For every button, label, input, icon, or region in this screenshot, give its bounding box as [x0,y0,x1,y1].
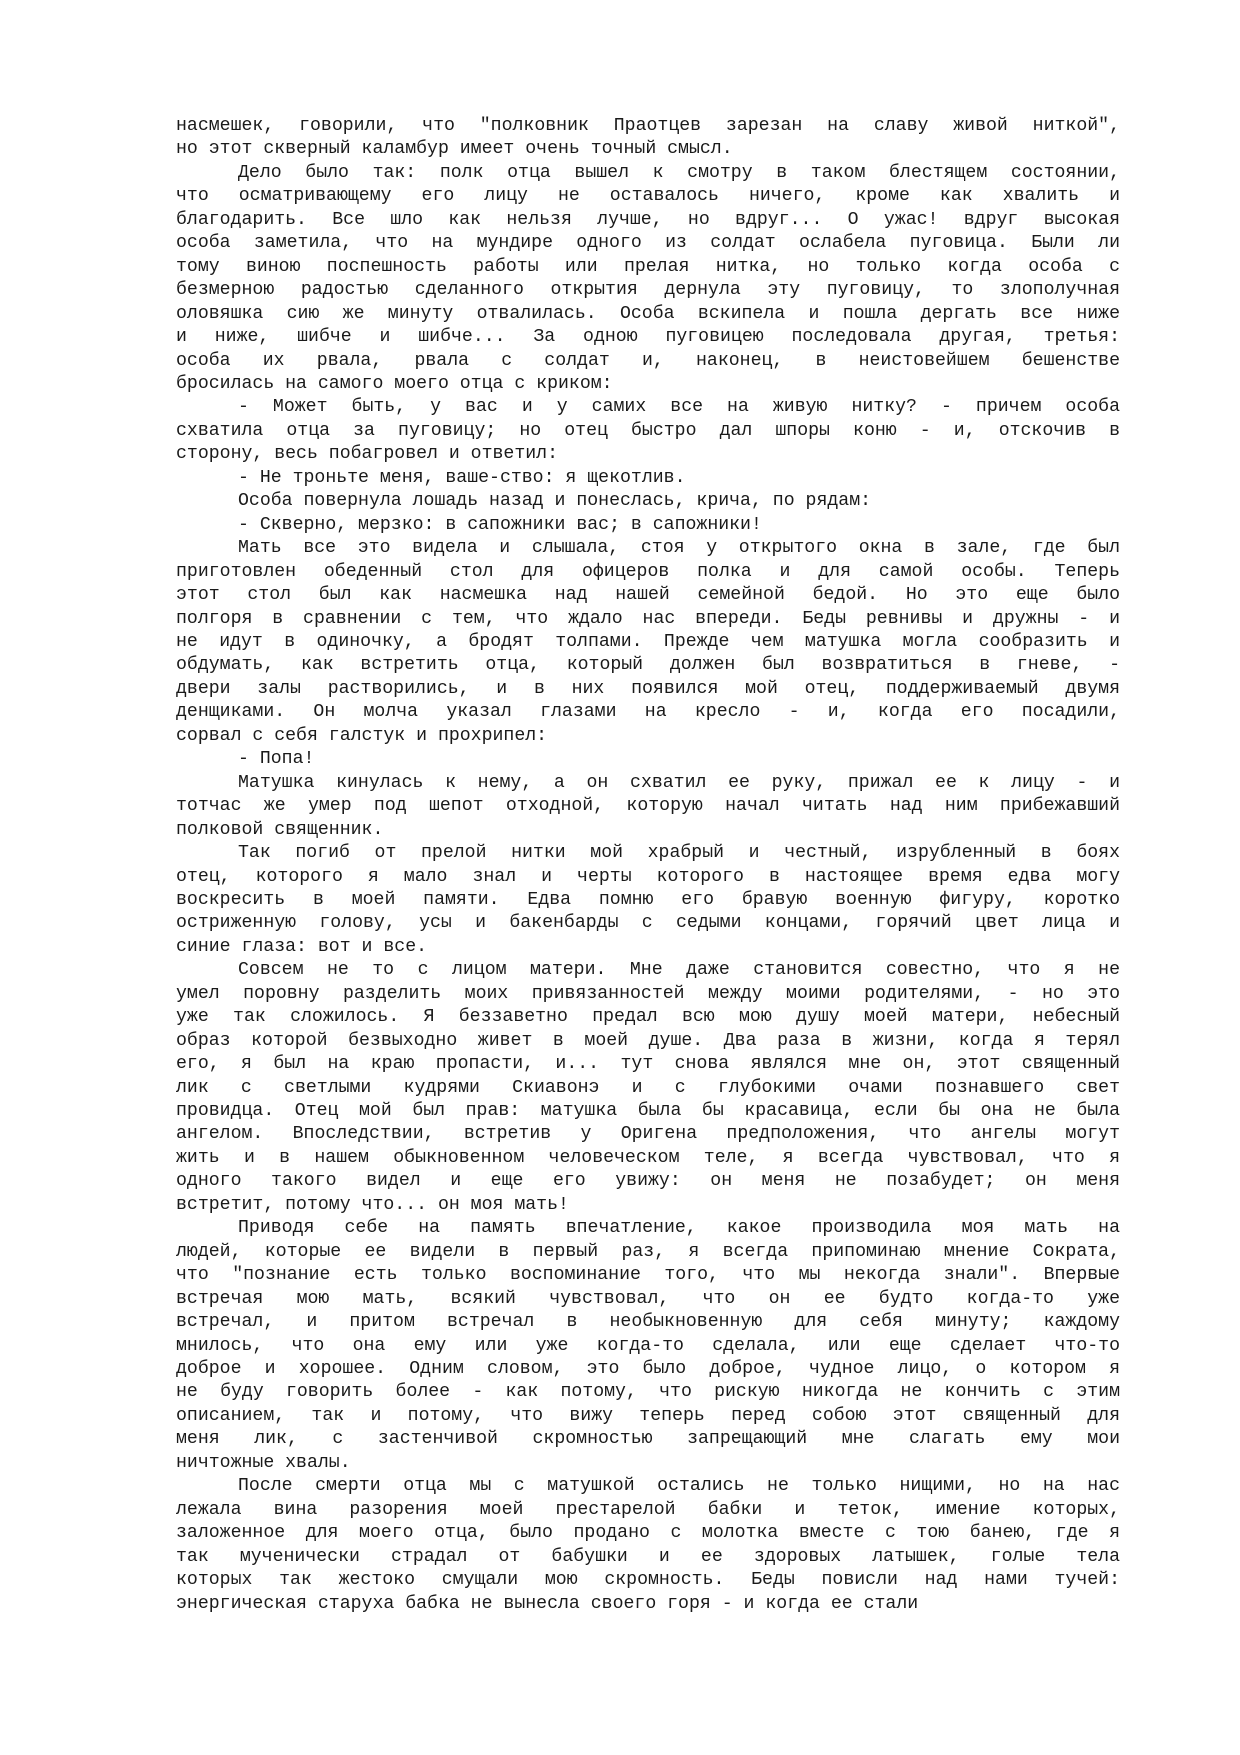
text-line: что осматривающему его лицу не оставалось ничего, кроме как хвалить и [176,186,1120,207]
text-line: - Скверно, мерзко: в сапожники вас; в сапожники! [238,514,762,535]
text-line: отец, которого я мало знал и черты которого в настоящее время едва могу [176,866,1120,887]
text-line: тотчас же умер под шепот отходной, которую начал читать над ним прибежавший [176,796,1120,817]
text-line: остриженную голову, усы и бакенбарды с седыми концами, горячий цвет лица и [176,913,1120,934]
text-line: образ которой безвыходно живет в моей душе. Два раза в жизни, когда я терял [176,1030,1120,1051]
paragraph [176,162,1120,397]
paragraph [176,1475,1120,1616]
text-line: оловяшка сию же минуту отвалилась. Особа вскипела и пошла дергать все ниже [176,303,1120,324]
text-line: полгоря в сравнении с тем, что ждало нас впереди. Беды ревнивы и дружны - и [176,608,1120,629]
text-line: тому виною поспешность работы или прелая нитка, но только когда особа с [176,256,1120,277]
paragraph [176,115,1120,162]
text-line: полковой священник. [176,819,384,840]
text-line: провидца. Отец мой был прав: матушка была бы красавица, если бы она не была [176,1101,1120,1122]
text-line: ангелом. Впоследствии, встретив у Оригена предположения, что ангелы могут [176,1124,1120,1145]
text-line: Мать все это видела и слышала, стоя у открытого окна в зале, где был [238,538,1120,559]
text-line: Совсем не то с лицом матери. Мне даже становится совестно, что я не [238,960,1120,981]
text-line: синие глаза: вот и все. [176,936,428,957]
text-line: жить и в нашем обыкновенном человеческом теле, я всегда чувствовал, что я [176,1147,1120,1168]
text-line: заложенное для моего отца, было продано с молотка вместе с тою банею, где я [176,1523,1120,1544]
paragraph [176,1217,1120,1475]
text-line: этот стол был как насмешка над нашей семейной бедой. Но это еще было [176,585,1120,606]
text-line: лежала вина разорения моей престарелой бабки и теток, имение которых, [176,1499,1120,1520]
text-line: воскресить в моей памяти. Едва помню его бравую военную фигуру, коротко [176,889,1120,910]
text-line: бросилась на самого моего отца с криком: [176,373,613,394]
text-line: денщиками. Он молча указал глазами на кресло - и, когда его посадили, [176,702,1120,723]
text-line: уже так сложилось. Я беззаветно предал всю мою душу моей матери, небесный [176,1007,1120,1028]
text-line: энергическая старуха бабка не вынесла своего горя - и когда ее стали [176,1593,919,1614]
text-line: Приводя себе на память впечатление, какое производила моя мать на [238,1218,1120,1239]
text-line: мнилось, что она ему или уже когда-то сделала, или еще сделает что-то [176,1335,1120,1356]
text-line: - Попа! [238,749,315,770]
text-line: встречал, и притом встречал в необыкновенную для себя минуту; каждому [176,1312,1120,1333]
text-line: двери залы растворились, и в них появился мой отец, поддерживаемый двумя [176,678,1120,699]
text-line: схватила отца за пуговицу; но отец быстро дал шпоры коню - и, отскочив в [176,420,1120,441]
paragraph [176,467,1120,490]
paragraph [176,959,1120,1217]
text-line: сторону, весь побагровел и ответил: [176,444,558,465]
text-line: - Не троньте меня, ваше-ство: я щекотлив. [238,467,686,488]
text-line: сорвал с себя галстук и прохрипел: [176,725,548,746]
text-line: особа их рвала, рвала с солдат и, наконец, в неистовейшем бешенстве [176,350,1120,371]
text-line: особа заметила, что на мундире одного из солдат ослабела пуговица. Были ли [176,233,1120,254]
text-line: насмешек, говорили, что "полковник Праотцев зарезан на славу живой ниткой", [176,116,1120,136]
paragraph [176,396,1120,466]
text-line: описанием, так и потому, что вижу теперь перед собою этот священный для [176,1405,1120,1426]
text-line: одного такого видел и еще его увижу: он меня не позабудет; он меня [176,1171,1120,1192]
text-line: ничтожные хвалы. [176,1452,351,1473]
text-line: что "познание есть только воспоминание того, что мы некогда знали". Впервые [176,1265,1120,1286]
text-line: встретит, потому что... он моя мать! [176,1194,569,1215]
text-line: меня лик, с застенчивой скромностью запрещающий мне слагать ему мои [176,1429,1120,1450]
text-line: его, я был на краю пропасти, и... тут снова являлся мне он, этот священный [176,1054,1120,1075]
text-line: Особа повернула лошадь назад и понеслась, крича, по рядам: [238,491,872,512]
text-line: обдумать, как встретить отца, который должен был возвратиться в гневе, - [176,655,1120,676]
paragraph [176,514,1120,537]
text-line: умел поровну разделить моих привязанностей между моими родителями, - но это [176,983,1120,1004]
text-line: не буду говорить более - как потому, что рискую никогда не кончить с этим [176,1382,1120,1403]
paragraph [176,748,1120,771]
text-line: и ниже, шибче и шибче... За одною пуговицею последовала другая, третья: [176,327,1120,348]
text-line: Матушка кинулась к нему, а он схватил ее руку, прижал ее к лицу - и [238,772,1120,793]
text-line: Так погиб от прелой нитки мой храбрый и честный, изрубленный в боях [238,843,1120,864]
paragraph [176,772,1120,842]
paragraph [176,842,1120,959]
text-line: Дело было так: полк отца вышел к смотру в таком блестящем состоянии, [238,162,1120,183]
text-line: доброе и хорошее. Одним словом, это было доброе, чудное лицо, о котором я [176,1359,1120,1380]
text-line: не идут в одиночку, а бродят толпами. Прежде чем матушка могла сообразить и [176,631,1120,652]
text-line: встречая мою мать, всякий чувствовал, что он ее будто когда-то уже [176,1288,1120,1309]
text-line: - Может быть, у вас и у самих все на живую нитку? - причем особа [238,397,1120,418]
text-line: людей, которые ее видели в первый раз, я всегда припоминаю мнение Сократа, [176,1241,1120,1262]
paragraph [176,490,1120,513]
text-line: После смерти отца мы с матушкой остались не только нищими, но на нас [238,1476,1120,1497]
text-line: приготовлен обеденный стол для офицеров полка и для самой особы. Теперь [176,561,1120,582]
document-body [176,115,1120,1616]
paragraph [176,537,1120,748]
text-line: безмерною радостью сделанного открытия дернула эту пуговицу, то злополучная [176,280,1120,301]
text-line: благодарить. Все шло как нельзя лучше, но вдруг... О ужас! вдруг высокая [176,209,1120,230]
text-line: но этот скверный каламбур имеет очень точный смысл. [176,139,733,160]
text-line: так мученически страдал от бабушки и ее здоровых латышек, голые тела [176,1546,1120,1567]
text-line: которых так жестоко смущали мою скромность. Беды повисли над нами тучей: [176,1570,1120,1591]
text-line: лик с светлыми кудрями Скиавонэ и с глубокими очами познавшего свет [176,1077,1120,1098]
